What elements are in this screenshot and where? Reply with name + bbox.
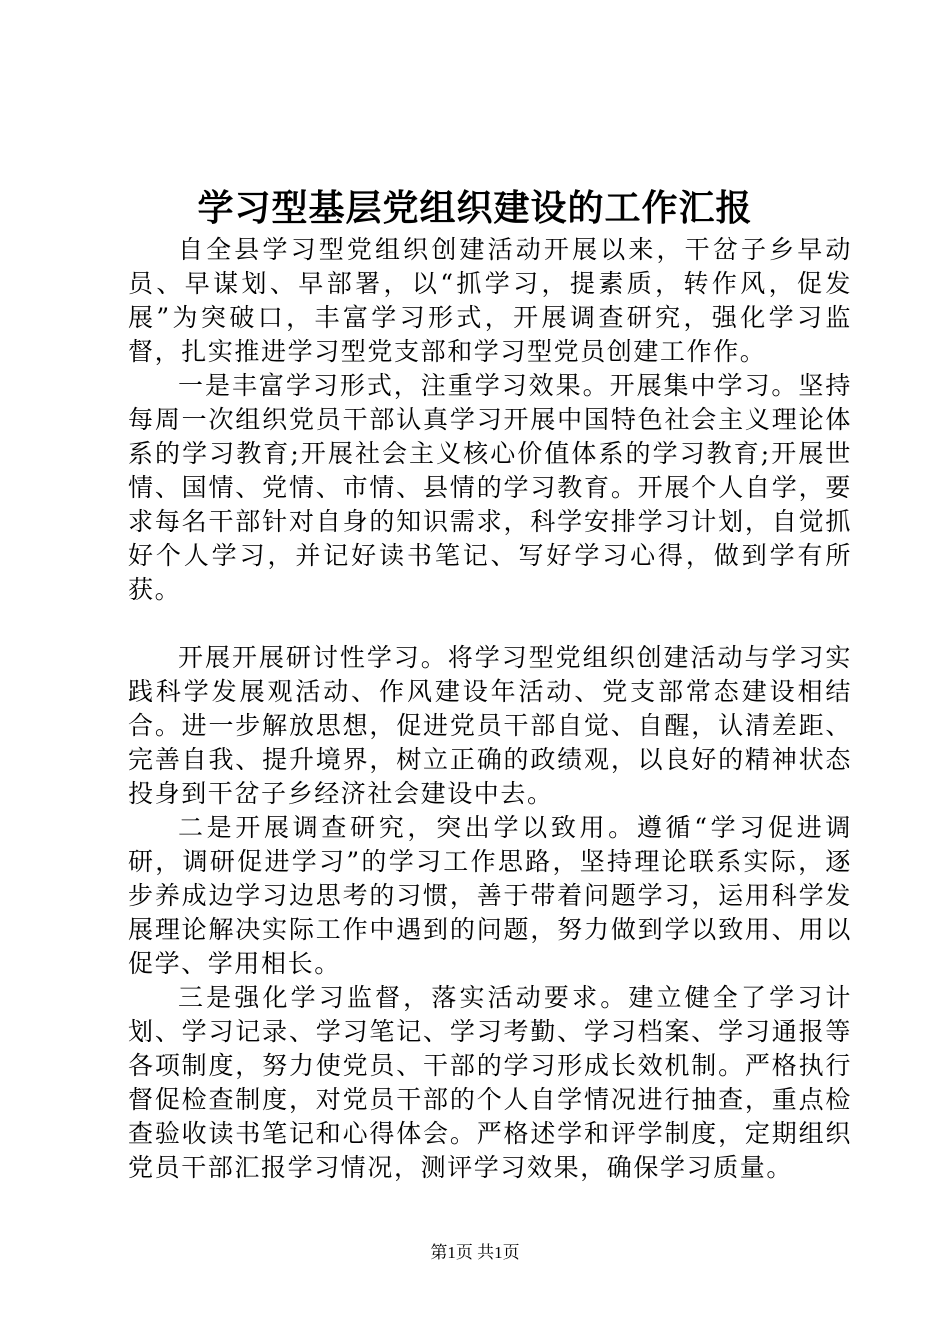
- paragraph-intro: 自全县学习型党组织创建活动开展以来，干岔子乡早动员、早谋划、早部署，以“抓学习，提素质，转作风，促发展”为突破口，丰富学习形式，开展调查研究，强化学习监督，扎实推进学习型党支部和学习型党员创建工作作。: [128, 235, 852, 366]
- document-body: [128, 233, 852, 1185]
- paragraph-gap: [128, 607, 852, 641]
- paragraph-seminar-study: 开展开展研讨性学习。将学习型党组织创建活动与学习实践科学发展观活动、作风建设年活动、党支部常态建设相结合。进一步解放思想，促进党员干部自觉、自醒，认清差距、完善自我、提升境界，树立正确的政绩观，以良好的精神状态投身到干岔子乡经济社会建设中去。: [128, 643, 852, 808]
- paragraph-learning-forms: 一是丰富学习形式，注重学习效果。开展集中学习。坚持每周一次组织党员干部认真学习开展中国特色社会主义理论体系的学习教育;开展社会主义核心价值体系的学习教育;开展世情、国情、党情、市情、县情的学习教育。开展个人自学，要求每名干部针对自身的知识需求，科学安排学习计划，自觉抓好个人学习，并记好读书笔记、写好学习心得，做到学有所获。: [128, 371, 852, 604]
- paragraph-research: 二是开展调查研究，突出学以致用。遵循“学习促进调研，调研促进学习”的学习工作思路，坚持理论联系实际，逐步养成边学习边思考的习惯，善于带着问题学习，运用科学发展理论解决实际工作中遇到的问题，努力做到学以致用、用以促学、学用相长。: [128, 813, 852, 978]
- page-footer: 第1页 共1页: [430, 1243, 520, 1262]
- document-title: 学习型基层党组织建设的工作汇报: [197, 187, 753, 229]
- paragraph-supervision: 三是强化学习监督，落实活动要求。建立健全了学习计划、学习记录、学习笔记、学习考勤、学习档案、学习通报等各项制度，努力使党员、干部的学习形成长效机制。严格执行督促检查制度，对党员干部的个人自学情况进行抽查，重点检查验收读书笔记和心得体会。严格述学和评学制度，定期组织党员干部汇报学习情况，测评学习效果，确保学习质量。: [128, 983, 852, 1182]
